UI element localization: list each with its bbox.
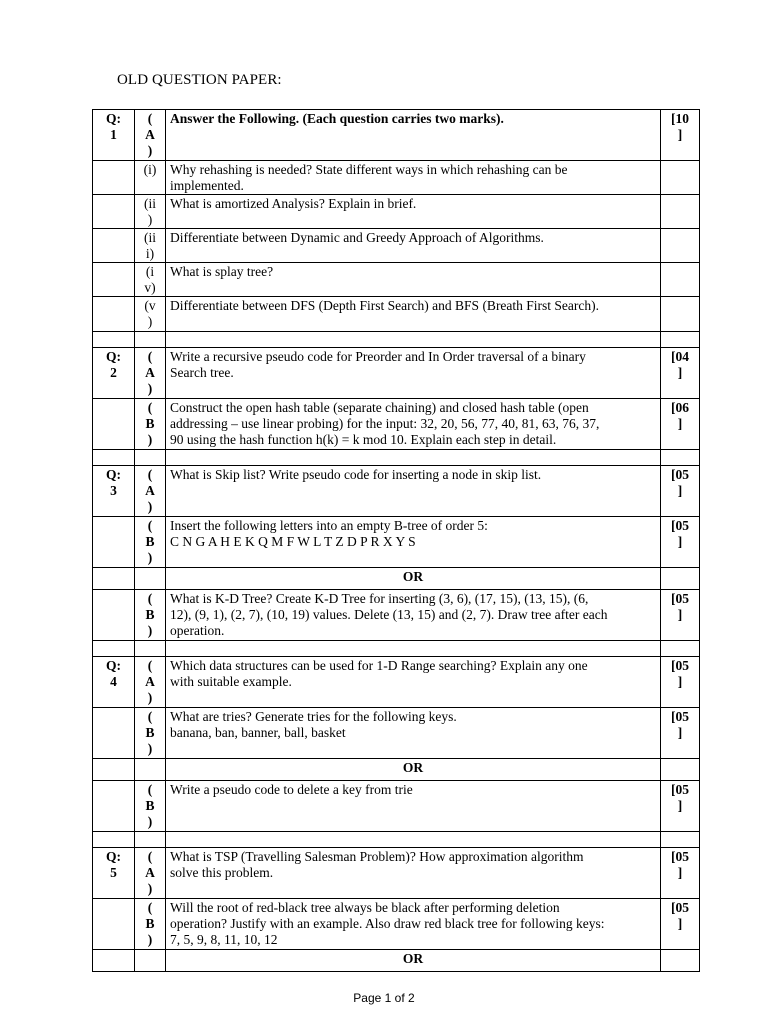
question-row xyxy=(93,229,700,263)
question-row xyxy=(93,590,700,641)
sub-part-cell xyxy=(135,161,166,195)
question-number-cell xyxy=(93,399,135,450)
question-text-cell xyxy=(166,781,661,832)
question-number-cell xyxy=(93,161,135,195)
question-text-cell xyxy=(166,195,661,229)
text-line: ] xyxy=(677,865,683,880)
question-number-cell xyxy=(93,657,135,708)
empty-cell xyxy=(661,641,700,657)
text-line: [05 xyxy=(671,591,689,606)
question-row xyxy=(93,399,700,450)
text-line: 12), (9, 1), (2, 7), (10, 19) values. Delete (13, 15) and (2, 7). Draw tree after each xyxy=(170,607,608,622)
text-line: ) xyxy=(147,741,153,756)
sub-part-cell xyxy=(135,229,166,263)
text-line: with suitable example. xyxy=(170,674,292,689)
or-row xyxy=(93,759,700,781)
text-line: What is K-D Tree? Create K-D Tree for inserting (3, 6), (17, 15), (13, 15), (6, xyxy=(170,591,589,606)
empty-cell xyxy=(93,832,135,848)
text-line: A xyxy=(145,127,155,142)
empty-cell xyxy=(166,641,661,657)
marks-cell xyxy=(661,263,700,297)
text-line: Q: xyxy=(106,111,121,126)
sub-part-cell xyxy=(135,848,166,899)
text-line: Search tree. xyxy=(170,365,234,380)
text-line: ) xyxy=(147,499,153,514)
marks-cell xyxy=(661,348,700,399)
text-line: What is amortized Analysis? Explain in brief. xyxy=(170,196,417,211)
spacer-row xyxy=(93,832,700,848)
text-line: Differentiate between DFS (Depth First Search) and BFS (Breath First Search). xyxy=(170,298,600,313)
question-text-cell xyxy=(166,297,661,332)
text-line: ( xyxy=(147,467,153,482)
text-line: ( xyxy=(147,658,153,673)
sub-part-cell xyxy=(135,899,166,950)
text-line: ] xyxy=(677,127,683,142)
question-text-cell xyxy=(166,110,661,161)
question-number-cell xyxy=(93,110,135,161)
or-row xyxy=(93,568,700,590)
marks-cell xyxy=(661,848,700,899)
text-line: ) xyxy=(147,690,153,705)
text-line: ( xyxy=(147,400,153,415)
text-line: A xyxy=(145,674,155,689)
empty-cell xyxy=(93,568,135,590)
text-line: C N G A H E K Q M F W L T Z D P R X Y S xyxy=(170,534,416,549)
text-line: ) xyxy=(147,432,153,447)
text-line: (ii xyxy=(144,196,156,211)
text-line: What is TSP (Travelling Salesman Problem)? How approximation algorithm xyxy=(170,849,584,864)
question-row xyxy=(93,657,700,708)
empty-cell xyxy=(135,568,166,590)
text-line: ) xyxy=(147,623,153,638)
sub-part-cell xyxy=(135,348,166,399)
text-line: implemented. xyxy=(170,178,244,193)
sub-part-cell xyxy=(135,517,166,568)
sub-part-cell xyxy=(135,297,166,332)
empty-cell xyxy=(135,641,166,657)
text-line: ) xyxy=(147,143,153,158)
marks-cell xyxy=(661,517,700,568)
text-line: ( xyxy=(147,782,153,797)
question-number-cell xyxy=(93,517,135,568)
question-row xyxy=(93,161,700,195)
question-text-cell xyxy=(166,348,661,399)
text-line: ) xyxy=(147,932,153,947)
text-line: Differentiate between Dynamic and Greedy Approach of Algorithms. xyxy=(170,230,544,245)
text-line: ) xyxy=(147,881,153,896)
text-line: A xyxy=(145,483,155,498)
text-line: 2 xyxy=(110,365,117,380)
empty-cell xyxy=(661,759,700,781)
text-line: ] xyxy=(677,798,683,813)
question-number-cell xyxy=(93,195,135,229)
sub-part-cell xyxy=(135,466,166,517)
question-text-cell xyxy=(166,229,661,263)
text-line: ) xyxy=(147,314,153,329)
empty-cell xyxy=(93,759,135,781)
sub-part-cell xyxy=(135,263,166,297)
question-text-cell xyxy=(166,708,661,759)
sub-part-cell xyxy=(135,781,166,832)
text-line: v) xyxy=(144,280,156,295)
text-line: operation. xyxy=(170,623,225,638)
text-line: ( xyxy=(147,111,153,126)
text-line: ] xyxy=(677,483,683,498)
question-row xyxy=(93,195,700,229)
empty-cell xyxy=(661,950,700,972)
text-line: 1 xyxy=(110,127,117,142)
sub-part-cell xyxy=(135,110,166,161)
question-text-cell xyxy=(166,263,661,297)
text-line: A xyxy=(145,865,155,880)
question-row xyxy=(93,848,700,899)
question-number-cell xyxy=(93,848,135,899)
text-line: Will the root of red-black tree always be black after performing deletion xyxy=(170,900,560,915)
sub-part-cell xyxy=(135,708,166,759)
question-row xyxy=(93,263,700,297)
text-line: Construct the open hash table (separate chaining) and closed hash table (open xyxy=(170,400,589,415)
empty-cell xyxy=(661,450,700,466)
text-line: [05 xyxy=(671,658,689,673)
question-text-cell xyxy=(166,517,661,568)
question-text-cell xyxy=(166,590,661,641)
text-line: ( xyxy=(147,709,153,724)
question-row xyxy=(93,781,700,832)
question-row xyxy=(93,110,700,161)
empty-cell xyxy=(135,332,166,348)
text-line: operation? Justify with an example. Also draw red black tree for following keys: xyxy=(170,916,605,931)
text-line: ) xyxy=(147,381,153,396)
question-row xyxy=(93,348,700,399)
text-line: B xyxy=(145,916,155,931)
text-line: [06 xyxy=(671,400,689,415)
question-number-cell xyxy=(93,781,135,832)
question-row xyxy=(93,466,700,517)
text-line: 4 xyxy=(110,674,117,689)
text-line: 90 using the hash function h(k) = k mod 10. Explain each step in detail. xyxy=(170,432,557,447)
text-line: Answer the Following. (Each question carries two marks). xyxy=(170,111,504,126)
marks-cell xyxy=(661,110,700,161)
text-line: B xyxy=(145,798,155,813)
empty-cell xyxy=(166,332,661,348)
question-number-cell xyxy=(93,297,135,332)
text-line: ] xyxy=(677,365,683,380)
text-line: 5 xyxy=(110,865,117,880)
empty-cell xyxy=(135,759,166,781)
text-line: Write a pseudo code to delete a key from trie xyxy=(170,782,413,797)
spacer-row xyxy=(93,641,700,657)
question-number-cell xyxy=(93,263,135,297)
marks-cell xyxy=(661,297,700,332)
question-row xyxy=(93,517,700,568)
text-line: Which data structures can be used for 1-D Range searching? Explain any one xyxy=(170,658,588,673)
text-line: ( xyxy=(147,849,153,864)
text-line: 3 xyxy=(110,483,117,498)
marks-cell xyxy=(661,161,700,195)
sub-part-cell xyxy=(135,399,166,450)
marks-cell xyxy=(661,708,700,759)
text-line: addressing – use linear probing) for the input: 32, 20, 56, 77, 40, 81, 63, 76, 37, xyxy=(170,416,600,431)
text-line: i) xyxy=(145,246,155,261)
sub-part-cell xyxy=(135,590,166,641)
sub-part-cell xyxy=(135,195,166,229)
page-footer: Page 1 of 2 xyxy=(353,991,415,1005)
text-line: ] xyxy=(677,607,683,622)
question-text-cell xyxy=(166,466,661,517)
text-line: ) xyxy=(147,550,153,565)
empty-cell xyxy=(93,950,135,972)
empty-cell xyxy=(135,950,166,972)
text-line: A xyxy=(145,365,155,380)
marks-cell xyxy=(661,899,700,950)
empty-cell xyxy=(93,332,135,348)
question-row xyxy=(93,708,700,759)
marks-cell xyxy=(661,399,700,450)
text-line: (ii xyxy=(144,230,156,245)
text-line: ( xyxy=(147,518,153,533)
text-line: Why rehashing is needed? State different ways in which rehashing can be xyxy=(170,162,568,177)
text-line: Q: xyxy=(106,467,121,482)
sub-part-cell xyxy=(135,657,166,708)
question-number-cell xyxy=(93,590,135,641)
text-line: [05 xyxy=(671,709,689,724)
spacer-row xyxy=(93,332,700,348)
question-row xyxy=(93,297,700,332)
text-line: What is splay tree? xyxy=(170,264,274,279)
text-line: [05 xyxy=(671,849,689,864)
text-line: [05 xyxy=(671,782,689,797)
marks-cell xyxy=(661,195,700,229)
spacer-row xyxy=(93,450,700,466)
text-line: solve this problem. xyxy=(170,865,274,880)
marks-cell xyxy=(661,229,700,263)
text-line: ) xyxy=(147,212,153,227)
question-text-cell xyxy=(166,399,661,450)
question-number-cell xyxy=(93,708,135,759)
text-line: ( xyxy=(147,900,153,915)
or-separator: OR xyxy=(166,950,661,972)
text-line: What are tries? Generate tries for the following keys. xyxy=(170,709,457,724)
text-line: [10 xyxy=(671,111,689,126)
text-line: Q: xyxy=(106,658,121,673)
text-line: banana, ban, banner, ball, basket xyxy=(170,725,346,740)
text-line: [04 xyxy=(671,349,689,364)
text-line: What is Skip list? Write pseudo code for inserting a node in skip list. xyxy=(170,467,542,482)
or-separator: OR xyxy=(166,568,661,590)
question-number-cell xyxy=(93,899,135,950)
or-separator: OR xyxy=(166,759,661,781)
text-line: [05 xyxy=(671,900,689,915)
question-number-cell xyxy=(93,466,135,517)
text-line: ( xyxy=(147,591,153,606)
question-number-cell xyxy=(93,229,135,263)
text-line: 7, 5, 9, 8, 11, 10, 12 xyxy=(170,932,278,947)
text-line: [05 xyxy=(671,518,689,533)
text-line: ) xyxy=(147,814,153,829)
text-line: ] xyxy=(677,534,683,549)
text-line: B xyxy=(145,607,155,622)
text-line: B xyxy=(145,725,155,740)
empty-cell xyxy=(93,450,135,466)
text-line: ] xyxy=(677,916,683,931)
empty-cell xyxy=(135,450,166,466)
page-heading: OLD QUESTION PAPER: xyxy=(117,72,282,88)
text-line: [05 xyxy=(671,467,689,482)
question-text-cell xyxy=(166,161,661,195)
question-number-cell xyxy=(93,348,135,399)
text-line: ] xyxy=(677,725,683,740)
text-line: (i xyxy=(145,264,155,279)
question-text-cell xyxy=(166,899,661,950)
marks-cell xyxy=(661,466,700,517)
text-line: ] xyxy=(677,674,683,689)
empty-cell xyxy=(661,568,700,590)
or-row xyxy=(93,950,700,972)
marks-cell xyxy=(661,781,700,832)
empty-cell xyxy=(93,641,135,657)
question-table xyxy=(92,109,700,972)
empty-cell xyxy=(166,832,661,848)
text-line: Write a recursive pseudo code for Preorder and In Order traversal of a binary xyxy=(170,349,586,364)
empty-cell xyxy=(661,832,700,848)
text-line: Q: xyxy=(106,349,121,364)
text-line: ] xyxy=(677,416,683,431)
text-line: (i) xyxy=(143,162,157,177)
text-line: B xyxy=(145,534,155,549)
empty-cell xyxy=(166,450,661,466)
question-row xyxy=(93,899,700,950)
text-line: Insert the following letters into an empty B-tree of order 5: xyxy=(170,518,488,533)
question-text-cell xyxy=(166,848,661,899)
marks-cell xyxy=(661,657,700,708)
marks-cell xyxy=(661,590,700,641)
empty-cell xyxy=(661,332,700,348)
text-line: (v xyxy=(144,298,156,313)
text-line: Q: xyxy=(106,849,121,864)
question-text-cell xyxy=(166,657,661,708)
empty-cell xyxy=(135,832,166,848)
text-line: ( xyxy=(147,349,153,364)
text-line: B xyxy=(145,416,155,431)
